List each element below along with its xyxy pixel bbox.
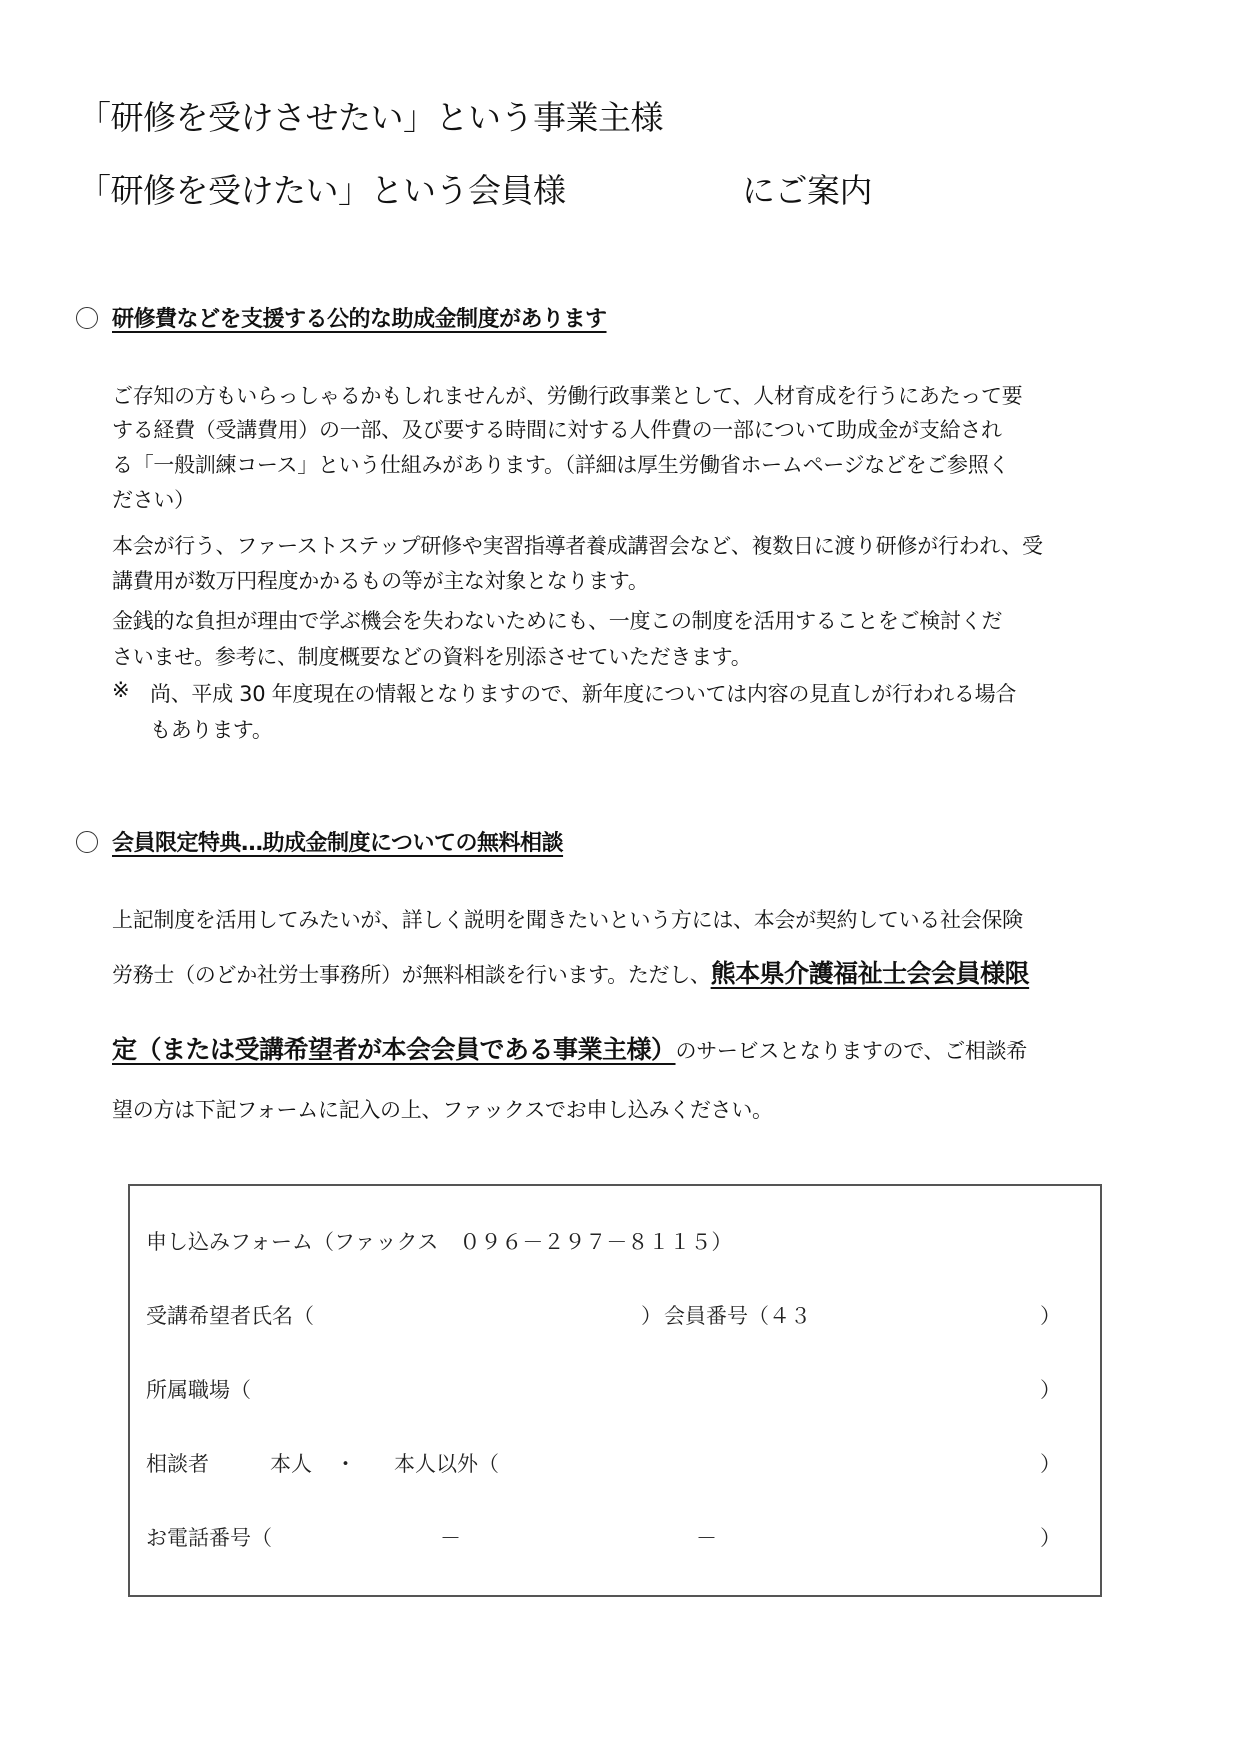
member-number-label: 会員番号（４３ (664, 1304, 811, 1328)
section1-line-5: 本会が行う、ファーストステップ研修や実習指導者養成講習会など、複数日に渡り研修が行われ、受 (112, 534, 1043, 558)
form-header: 申し込みフォーム（ファックス ０９６－２９７－８１１５） (146, 1230, 733, 1254)
member-number-close: ） (1040, 1304, 1061, 1328)
section2-line-3-emphasis: 定（または受講希望者が本会会員である事業主様） (112, 1035, 676, 1064)
consultant-label: 相談者 (146, 1452, 209, 1476)
section1-heading (76, 302, 607, 333)
section1-line-6: 講費用が数万円程度かかるもの等が主な対象となります。 (112, 569, 649, 593)
section1-heading-text: 研修費などを支援する公的な助成金制度があります (112, 307, 607, 332)
section2-line-2 (112, 954, 1029, 990)
circle-bullet-icon (76, 307, 98, 329)
title-line-2-suffix: にご案内 (742, 171, 872, 210)
section1-note-line-1: 尚、平成 30 年度現在の情報となりますので、新年度については内容の見直しが行われる場合 (150, 682, 1017, 706)
section1-note-mark: ※ (112, 678, 130, 702)
section1-note-line-2: もあります。 (150, 718, 273, 742)
section2-line-2-emphasis: 熊本県介護福祉士会会員様限 (710, 959, 1030, 988)
section2-line-4: 望の方は下記フォームに記入の上、ファックスでお申し込みください。 (112, 1098, 773, 1122)
section1-line-7: 金銭的な負担が理由で学ぶ機会を失わないためにも、一度この制度を活用することをご検討くだ (112, 609, 1003, 633)
name-label: 受講希望者氏名（ (146, 1304, 314, 1328)
section2-line-1: 上記制度を活用してみたいが、詳しく説明を聞きたいという方には、本会が契約している社会保険 (112, 908, 1023, 932)
phone-label: お電話番号（ (146, 1526, 272, 1550)
section1-line-2: する経費（受講費用）の一部、及び要する時間に対する人件費の一部について助成金が支給され (112, 418, 1002, 442)
section2-line-2-plain: 労務士（のどか社労士事務所）が無料相談を行います。ただし、 (112, 963, 711, 987)
section2-line-3 (112, 1030, 1027, 1066)
section1-line-1: ご存知の方もいらっしゃるかもしれませんが、労働行政事業として、人材育成を行うにあたって要 (112, 384, 1023, 408)
consultant-close: ） (1040, 1452, 1061, 1476)
title-line-1: 「研修を受けさせたい」という事業主様 (78, 98, 663, 137)
phone-field[interactable] (280, 1516, 1030, 1550)
phone-close: ） (1040, 1526, 1061, 1550)
option-other[interactable]: 本人以外（ (394, 1452, 499, 1476)
phone-dash-1: － (440, 1526, 461, 1550)
consultant-other-field[interactable] (510, 1442, 1030, 1476)
section2-line-3-plain: のサービスとなりますので、ご相談希 (675, 1039, 1027, 1063)
section1-line-4: ださい） (112, 488, 195, 512)
phone-dash-2: － (696, 1526, 717, 1550)
workplace-field[interactable] (260, 1368, 1030, 1402)
title-line-2: 「研修を受けたい」という会員様 (78, 171, 566, 210)
section1-line-3: る「一般訓練コース」という仕組みがあります。（詳細は厚生労働省ホームページなどをご参照く (112, 453, 1010, 477)
workplace-label: 所属職場（ (146, 1378, 251, 1402)
workplace-close: ） (1040, 1378, 1061, 1402)
option-separator: ・ (335, 1452, 356, 1476)
section2-heading (76, 826, 563, 857)
application-form (128, 1184, 1102, 1597)
section2-heading-text: 会員限定特典…助成金制度についての無料相談 (112, 831, 564, 856)
circle-bullet-icon (76, 831, 98, 853)
member-number-field[interactable] (842, 1294, 1032, 1328)
section1-line-8: さいませ。参考に、制度概要などの資料を別添させていただきます。 (112, 645, 752, 669)
option-self[interactable]: 本人 (270, 1452, 312, 1476)
name-close: ） (641, 1304, 662, 1328)
